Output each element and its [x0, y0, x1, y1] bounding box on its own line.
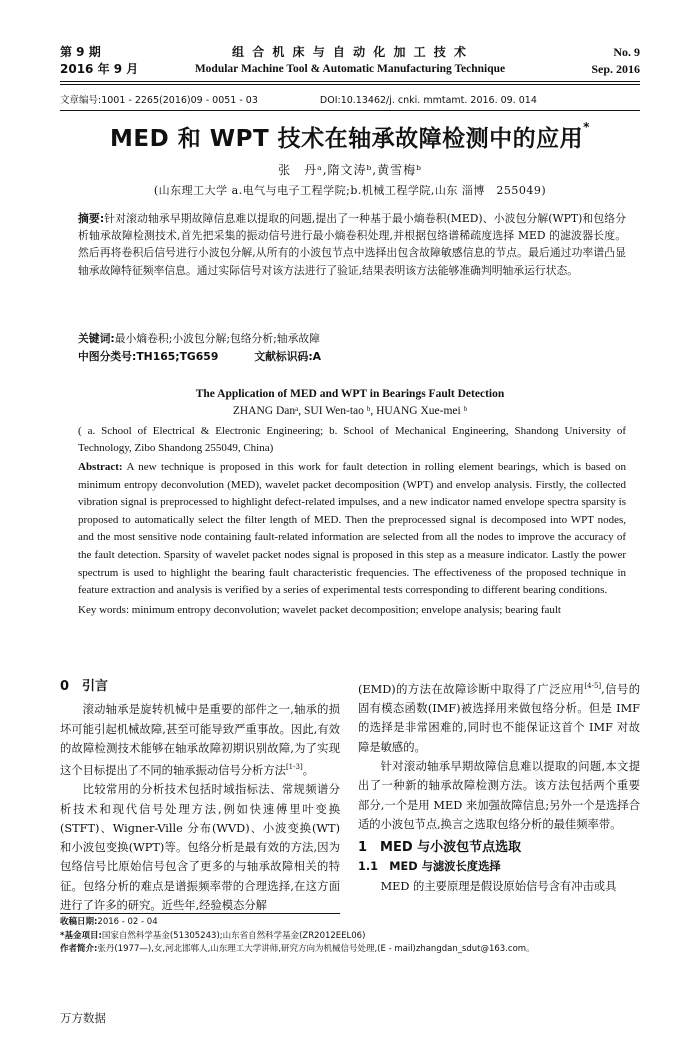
footnote-received: 收稿日期:2016 - 02 - 04 — [60, 917, 158, 927]
clc-value: TH165;TG659 — [136, 350, 219, 363]
issue-date-zh: 2016 年 9 月 — [60, 62, 139, 76]
body-column-left — [60, 677, 340, 915]
paper-title — [40, 120, 660, 153]
affiliation-zh: (山东理工大学 a.电气与电子工程学院;b.机械工程学院,山东 淄博 255049) — [153, 184, 547, 197]
header-rule-bottom — [60, 84, 640, 85]
citation-4-5: [4-5] — [584, 682, 602, 690]
paragraph-1-1: MED 的主要原理是假设原始信号含有冲击或具 — [380, 879, 617, 893]
section-1-heading: 1 MED 与小波包节点选取 — [358, 840, 522, 856]
footnote-author: 作者简介:张丹(1977—),女,河北邯郸人,山东理工大学讲师,研究方向为机械信号处理,(E - mail)zhangdan_sdut@163.com。 — [60, 944, 535, 954]
abstract-zh-text: 针对滚动轴承早期故障信息难以提取的问题,提出了一种基于最小熵卷积(MED)、小波包分解(WPT)和包络分析轴承故障检测技术,首先把采集的振动信号进行最小熵卷积处理,并根据包络谱稀疏度选择 MED 的滤波器长度。然后再将卷积后信号进行小波包分解,从所有的小波包节点中选择出包含故障敏感信息的节点。最后通过功率谱凸显轴承故障特征频率信息。通过实际信号对该方法进行了验证,结果表明该方法能够准确判明轴承运行状态。 — [78, 212, 626, 277]
english-keywords — [78, 602, 626, 620]
footnote-rule — [60, 913, 340, 914]
header-journal — [170, 44, 530, 78]
doc-code-label: 文献标识码: — [254, 350, 313, 363]
article-number: 文章编号:1001 - 2265(2016)09 - 0051 - 03 — [60, 95, 258, 106]
doc-code-value: A — [312, 350, 322, 363]
journal-name-zh: 组 合 机 床 与 自 动 化 加 工 技 术 — [232, 45, 468, 59]
watermark-wanfang: 万方数据 — [60, 1011, 106, 1025]
doi: DOI:10.13462/j. cnki. mmtamt. 2016. 09. 014 — [319, 95, 537, 106]
article-meta — [60, 92, 640, 106]
english-authors: ZHANG Danᵃ, SUI Wen-tao ᵇ, HUANG Xue-mei ᵇ — [232, 405, 468, 417]
issue-number-zh: 第 9 期 — [60, 45, 101, 59]
english-keywords-label: Key words: — [78, 604, 130, 616]
header-left — [60, 44, 180, 78]
keywords-zh — [78, 330, 626, 347]
classification — [78, 348, 626, 365]
footnote-fund: *基金项目:国家自然科学基金(51305243);山东省自然科学基金(ZR2012EEL06) — [60, 930, 366, 941]
english-abstract-label: Abstract: — [78, 461, 123, 473]
keywords-zh-label: 关键词: — [78, 332, 115, 345]
paragraph-intro-2: 比较常用的分析技术包括时域指标法、常规频谱分析技术和现代信号处理方法,例如快速傅里叶变换(STFT)、Wigner-Ville 分布(WVD)、小波变换(WT)和小波包变换(WPT)等。包络分析是最有效的方法,因为包络信号比原始信号包含了更多的与轴承故障相关的特征。包络分析的难点是谱振频率带的合理选择,在这方面进行了许多的研究。近些年,经验模态分解 — [60, 783, 340, 913]
header-right — [520, 44, 640, 78]
issue-number-en: No. 9 — [613, 45, 640, 59]
keywords-zh-text: 最小熵卷积;小波包分解;包络分析;轴承故障 — [114, 332, 320, 345]
paper-title-text: MED 和 WPT 技术在轴承故障检测中的应用 — [110, 126, 584, 152]
english-abstract-text: A new technique is proposed in this work for fault detection in rolling element bearings, which is based on minimum entropy deconvolution (MED), wavelet packet decomposition (WPT) and envelop analysis. Firstly, the collected vibration signal is preprocessed to highlight defect-related impulses, and a new indicator named envelope spectra sparsity is proposed to automatically select the filter length of MED. Then the preprocessed signal is decomposed into WPT nodes, and the most sensitive node containing fault-related information are selected from all the nodes to improve the accuracy of the fault detection. Sparsity of wavelet packet nodes signal is proposed in this step as a measure indicator. Lastly the power spectrum is used to highlight the bearing fault characteristic frequencies. The effectiveness of the proposed technique in feature extraction and analysis is verified by a series of experimental tests corresponding to different bearing conditions. — [78, 461, 626, 597]
issue-date-en: Sep. 2016 — [591, 62, 640, 76]
paragraph-intro-2-cont: (EMD)的方法在故障诊断中取得了广泛应用[4-5],信号的固有模态函数(IMF)被选择用来做包络分析。但是 IMF 的选择是非常困难的,同时也不能保证这首个 IMF 对故障是敏感的。 — [358, 682, 641, 754]
body-column-right — [358, 677, 640, 896]
footnotes — [60, 916, 650, 957]
english-title: The Application of MED and WPT in Bearings Fault Detection — [195, 388, 505, 400]
english-abstract — [78, 459, 626, 600]
subsection-1-1-heading: 1.1 MED 与滤波长度选择 — [358, 860, 501, 874]
citation-1-3: [1-3] — [285, 763, 303, 772]
meta-rule — [60, 110, 640, 111]
english-affiliation: ( a. School of Electrical & Electronic Engineering; b. School of Mechanical Engineering, Shandong University of Technology, Zibo Shandong 255049, China) — [78, 425, 626, 454]
authors-zh: 张 丹ᵃ,隋文涛ᵇ,黄雪梅ᵇ — [278, 163, 422, 177]
abstract-zh-label: 摘要: — [78, 212, 105, 225]
section-0-heading: 0 引言 — [60, 679, 109, 694]
paragraph-intro-1: 滚动轴承是旋转机械中是重要的部件之一,轴承的损坏可能引起机械故障,甚至可能导致严重事故。因此,有效的故障检测技术能够在轴承故障初期识别故障,为了实现这个目标提出了不同的轴承振动信号分析方法[1-3]。 — [60, 703, 340, 777]
paragraph-intro-3: 针对滚动轴承早期故障信息难以提取的问题,本文提出了一种新的轴承故障检测方法。该方法包括两个重要部分,一个是用 MED 来加强故障信息;另外一个是选择合适的小波包节点,换言之选取包络分析的最佳频率带。 — [358, 759, 640, 831]
clc-label: 中图分类号: — [78, 350, 137, 363]
abstract-zh — [78, 210, 626, 279]
title-footnote-mark: * — [583, 120, 590, 134]
english-keywords-text: minimum entropy deconvolution; wavelet packet decomposition; envelope analysis; bearing fault — [131, 604, 561, 616]
header-rule-top — [60, 81, 640, 82]
journal-name-en: Modular Machine Tool & Automatic Manufacturing Technique — [194, 63, 506, 75]
